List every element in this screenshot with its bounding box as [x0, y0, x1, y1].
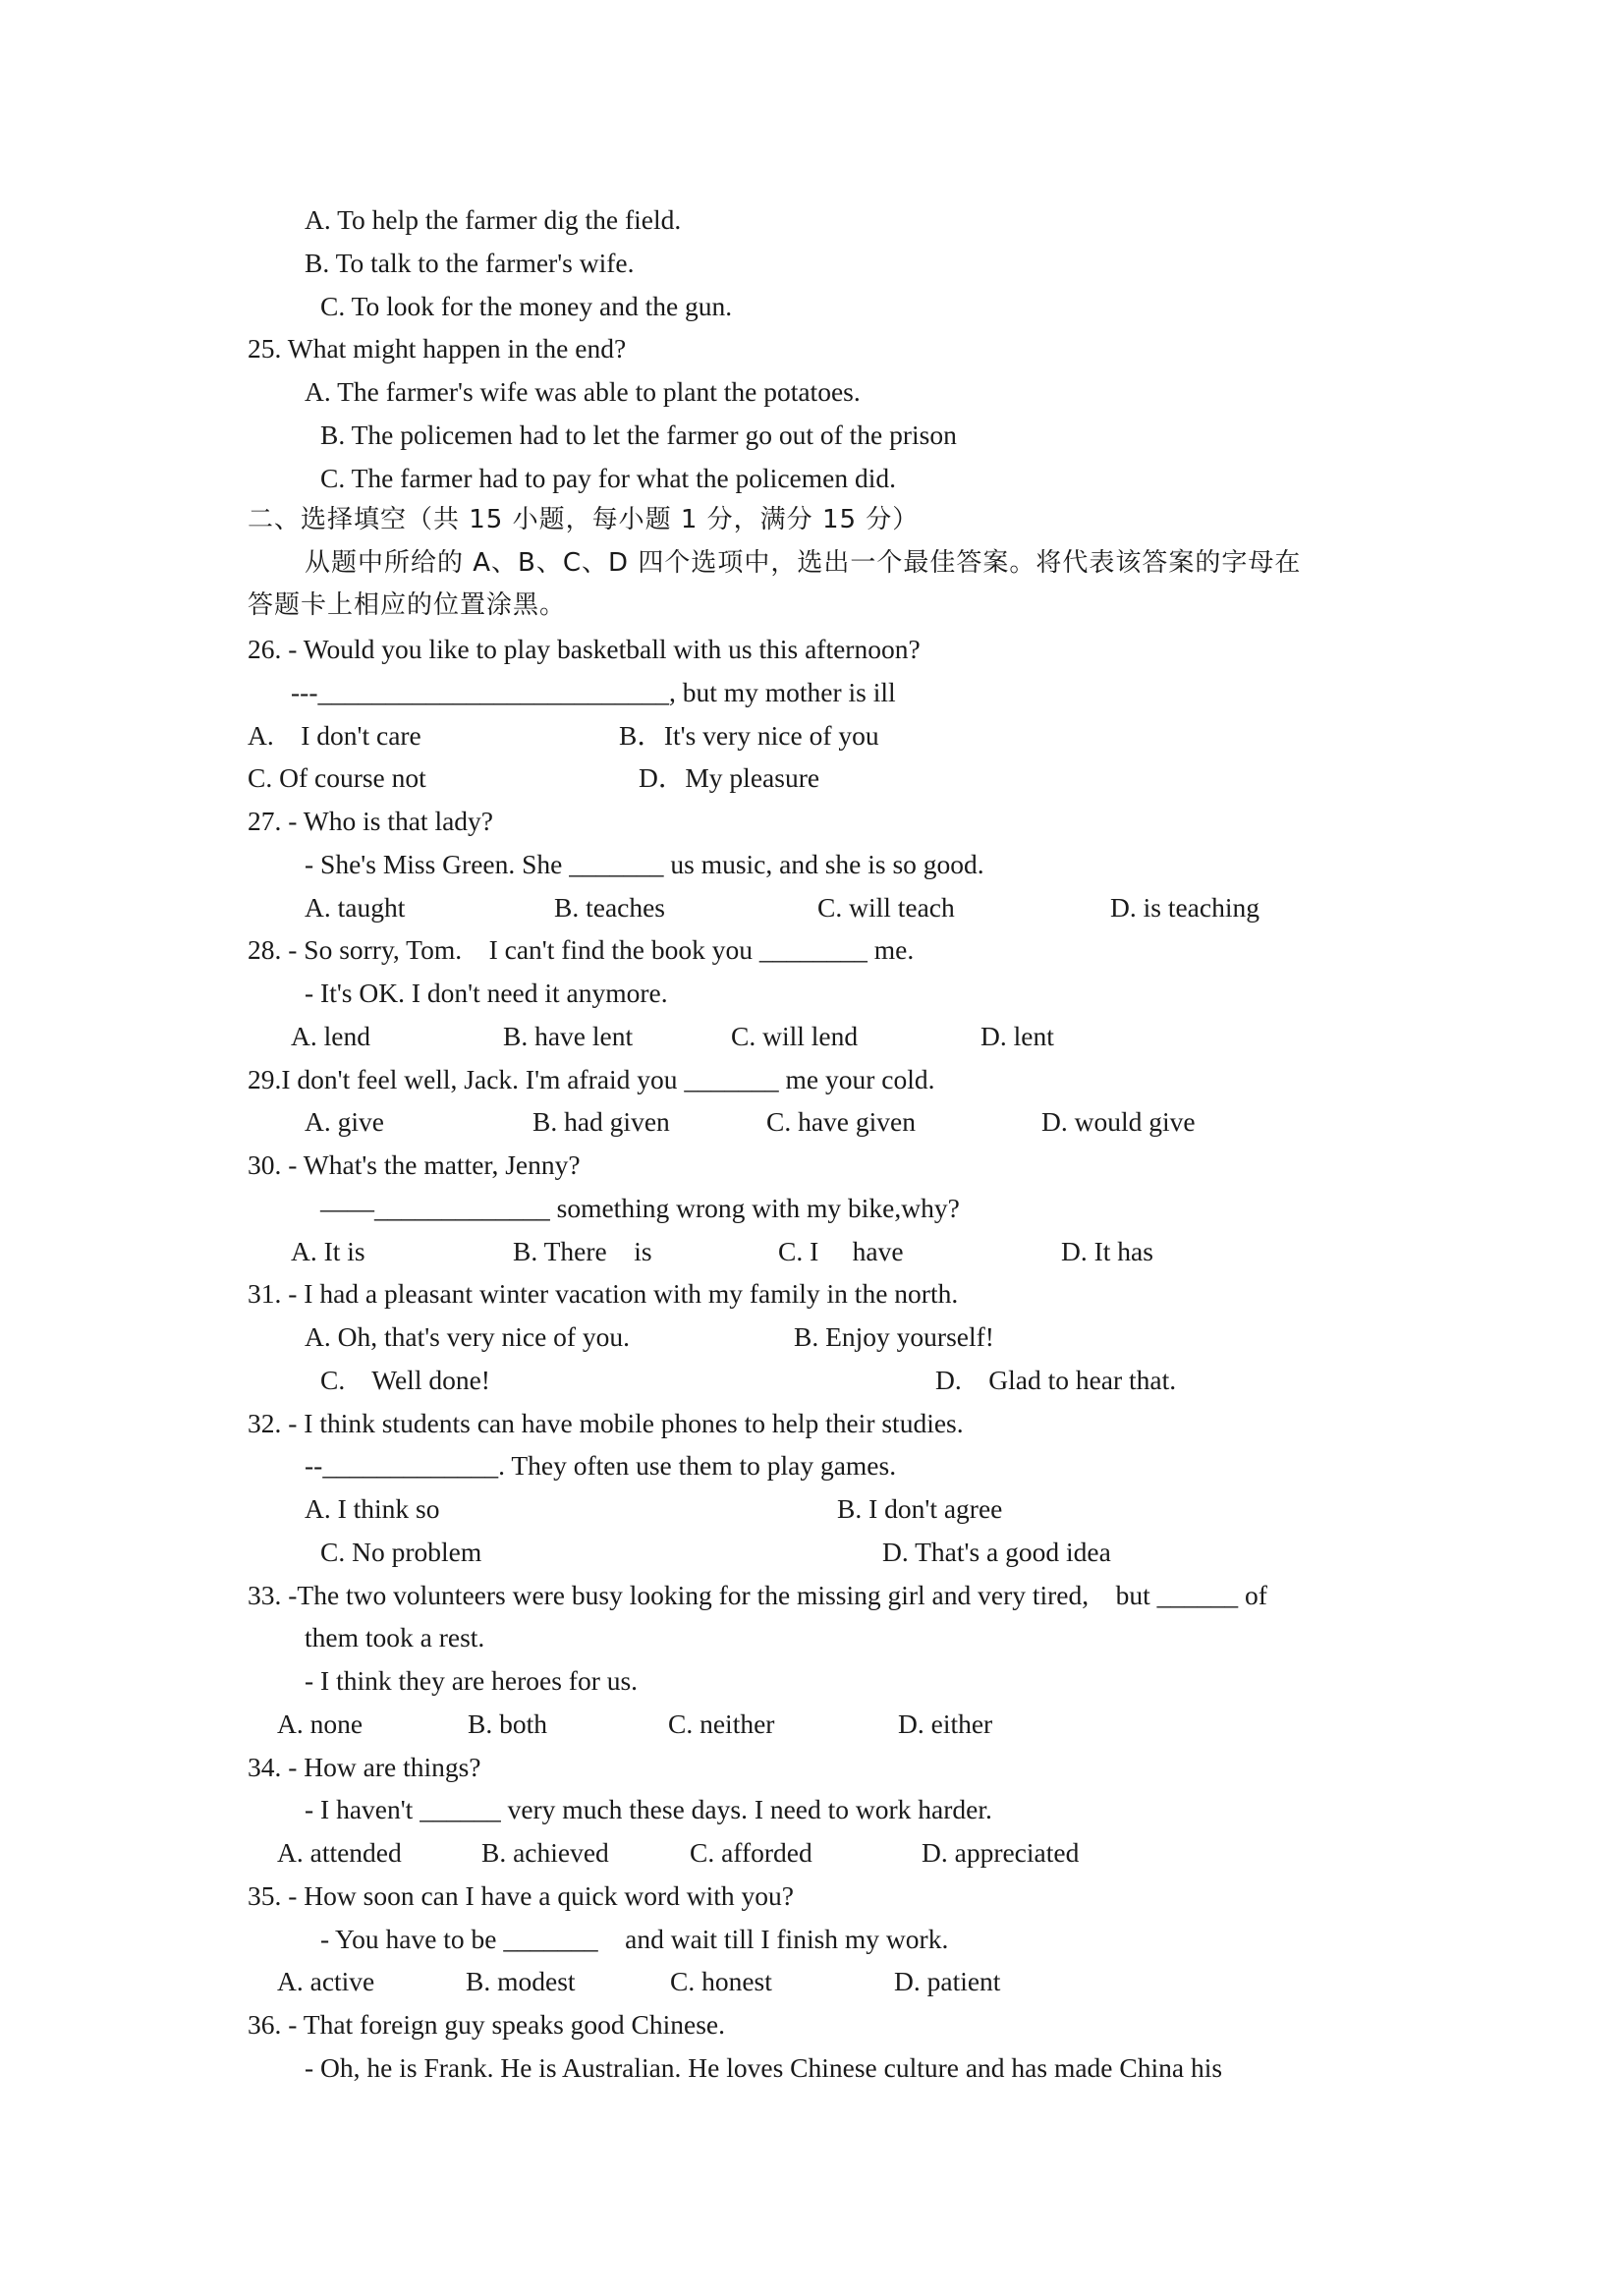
q34-option-b: B. achieved: [481, 1837, 609, 1868]
q30-option-a: A. It is: [291, 1236, 365, 1266]
q27-option-a: A. taught: [305, 892, 406, 923]
q27-option-b: B. teaches: [554, 892, 666, 923]
q32-option-d: D. That's a good idea: [882, 1537, 1111, 1567]
q28-option-d: D. lent: [980, 1021, 1054, 1051]
q31-option-c: C. Well done!: [320, 1365, 490, 1395]
q31-option-a: A. Oh, that's very nice of you.: [305, 1321, 631, 1352]
q32-option-c: C. No problem: [320, 1537, 482, 1567]
q33-option-d: D. either: [898, 1708, 993, 1739]
q29-option-b: B. had given: [532, 1106, 670, 1137]
q25-option-c: C. The farmer had to pay for what the policemen did.: [320, 463, 896, 493]
q27-option-c: C. will teach: [817, 892, 955, 923]
q28-reply: - It's OK. I don't need it anymore.: [305, 978, 668, 1008]
q24-option-b: B. To talk to the farmer's wife.: [305, 248, 635, 278]
q26-reply: ---__________________________, but my mother is ill: [291, 677, 896, 707]
section-instruction-line1: 从题中所给的 A、B、C、D 四个选项中，选出一个最佳答案。将代表该答案的字母在: [305, 548, 1302, 578]
section-instruction-line2: 答题卡上相应的位置涂黑。: [248, 590, 567, 620]
q27-stem: 27. - Who is that lady?: [248, 806, 493, 836]
q28-option-b: B. have lent: [503, 1021, 634, 1051]
q35-option-b: B. modest: [466, 1966, 576, 1996]
q30-option-b: B. There is: [513, 1236, 652, 1266]
q35-option-a: A. active: [277, 1966, 375, 1996]
q32-stem: 32. - I think students can have mobile phones to help their studies.: [248, 1408, 964, 1438]
q32-option-b: B. I don't agree: [837, 1493, 1003, 1524]
q33-stem: 33. -The two volunteers were busy looking for the missing girl and very tired, but ______ of: [248, 1580, 1267, 1610]
q27-option-d: D. is teaching: [1110, 892, 1259, 923]
q35-option-c: C. honest: [670, 1966, 772, 1996]
q33-stem-cont: them took a rest.: [305, 1622, 485, 1652]
q32-option-a: A. I think so: [305, 1493, 440, 1524]
q36-stem: 36. - That foreign guy speaks good Chinese.: [248, 2009, 726, 2040]
q28-option-a: A. lend: [291, 1021, 370, 1051]
q25-option-a: A. The farmer's wife was able to plant the potatoes.: [305, 376, 861, 407]
q25-stem: 25. What might happen in the end?: [248, 333, 627, 364]
q34-option-c: C. afforded: [690, 1837, 812, 1868]
q34-option-d: D. appreciated: [922, 1837, 1080, 1868]
q24-option-a: A. To help the farmer dig the field.: [305, 204, 682, 235]
q31-stem: 31. - I had a pleasant winter vacation with my family in the north.: [248, 1278, 959, 1309]
q29-option-d: D. would give: [1041, 1106, 1196, 1137]
q26-option-a: A. I don't care: [248, 720, 421, 751]
q32-reply: --_____________. They often use them to play games.: [305, 1450, 897, 1481]
q35-option-d: D. patient: [894, 1966, 1001, 1996]
q30-option-c: C. I have: [778, 1236, 904, 1266]
q34-reply: - I haven't ______ very much these days. I need to work harder.: [305, 1794, 992, 1824]
q30-reply: ——_____________ something wrong with my bike,why?: [320, 1193, 960, 1223]
q28-stem: 28. - So sorry, Tom. I can't find the book you ________ me.: [248, 934, 915, 965]
section-heading: 二、选择填空（共 15 小题，每小题 1 分，满分 15 分）: [248, 505, 920, 534]
q34-stem: 34. - How are things?: [248, 1752, 481, 1782]
q30-stem: 30. - What's the matter, Jenny?: [248, 1149, 581, 1180]
q29-stem: 29.I don't feel well, Jack. I'm afraid you _______ me your cold.: [248, 1064, 935, 1094]
q25-option-b: B. The policemen had to let the farmer go out of the prison: [320, 420, 957, 450]
q26-option-c: C. Of course not: [248, 762, 426, 793]
q26-option-d: D．My pleasure: [639, 762, 820, 793]
q27-reply: - She's Miss Green. She _______ us music, and she is so good.: [305, 849, 984, 879]
q30-option-d: D. It has: [1061, 1236, 1153, 1266]
q35-reply: - You have to be _______ and wait till I finish my work.: [320, 1924, 949, 1954]
q24-option-c: C. To look for the money and the gun.: [320, 291, 733, 321]
q29-option-a: A. give: [305, 1106, 384, 1137]
q33-reply: - I think they are heroes for us.: [305, 1665, 639, 1696]
q34-option-a: A. attended: [277, 1837, 402, 1868]
q26-stem: 26. - Would you like to play basketball with us this afternoon?: [248, 634, 921, 664]
q31-option-d: D. Glad to hear that.: [935, 1365, 1177, 1395]
q29-option-c: C. have given: [766, 1106, 916, 1137]
q28-option-c: C. will lend: [731, 1021, 859, 1051]
q26-option-b: B．It's very nice of you: [619, 720, 879, 751]
q35-stem: 35. - How soon can I have a quick word with you?: [248, 1880, 794, 1911]
q33-option-b: B. both: [468, 1708, 547, 1739]
q33-option-c: C. neither: [668, 1708, 775, 1739]
q36-reply: - Oh, he is Frank. He is Australian. He loves Chinese culture and has made China his: [305, 2052, 1223, 2083]
q33-option-a: A. none: [277, 1708, 364, 1739]
q31-option-b: B. Enjoy yourself!: [794, 1321, 994, 1352]
